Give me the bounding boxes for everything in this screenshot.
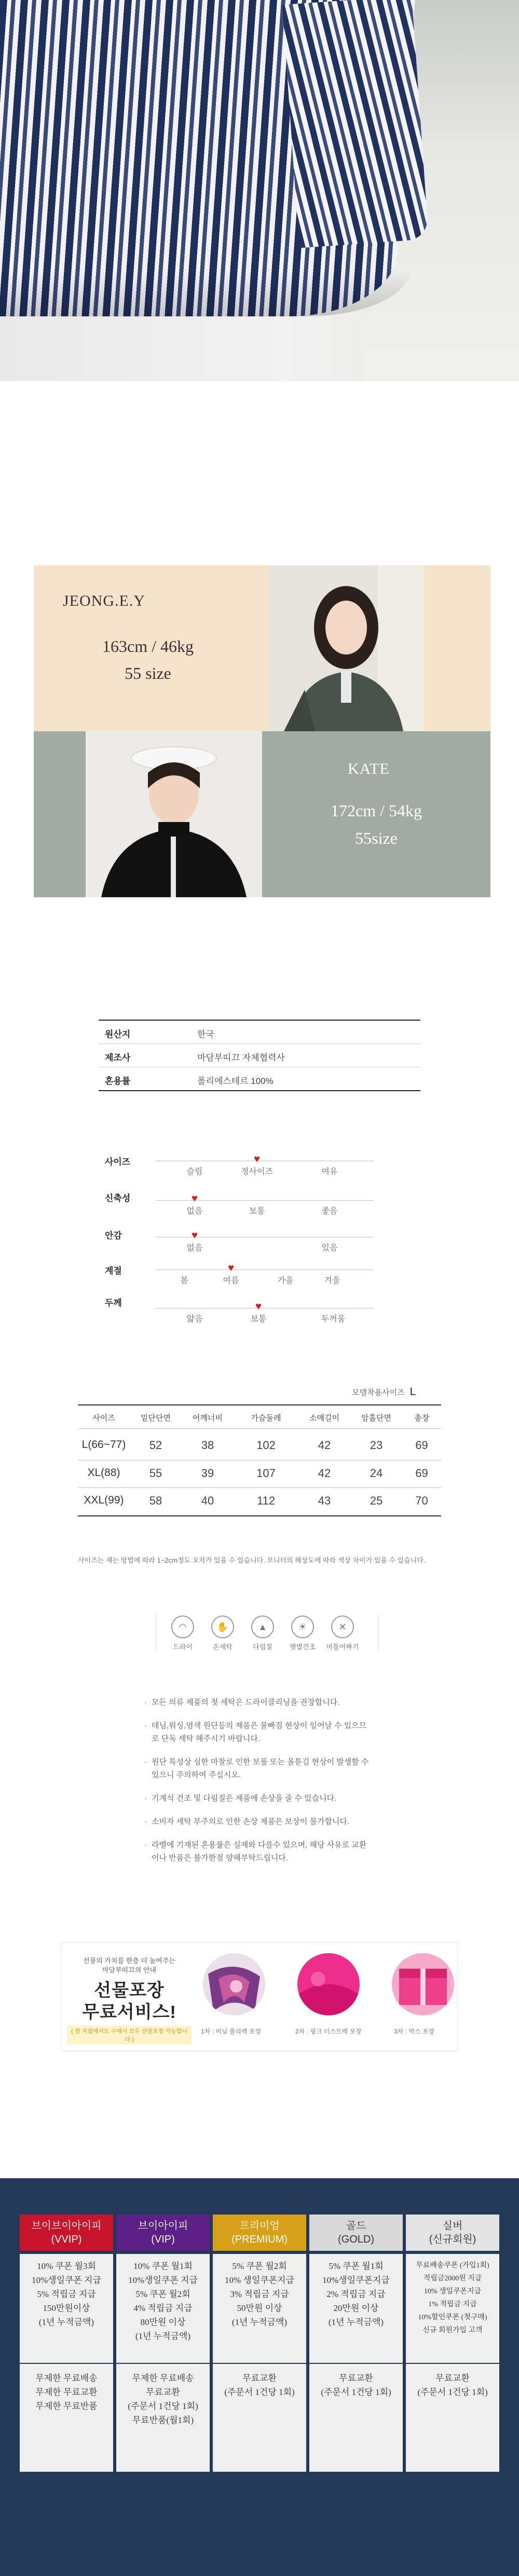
- fit-option: 얇음: [186, 1315, 203, 1324]
- gift-subtitle: 선물의 가치를 한층 더 높여주는: [83, 1957, 175, 1965]
- fit-option: 정사이즈: [241, 1167, 273, 1176]
- tier-benefits: [213, 2254, 306, 2329]
- column-header: 총장: [414, 1414, 429, 1423]
- tier-column-vip: [116, 2254, 210, 2472]
- fit-label-season: 계절: [105, 1266, 122, 1276]
- care-label: 비틀어짜기: [326, 1643, 359, 1651]
- tier-header-silver: [406, 2215, 499, 2251]
- care-label: 다림질: [253, 1643, 272, 1651]
- gift-note: ( 전 지점에서도 구매시 모두 선물포장 가능합니다 ): [67, 2026, 192, 2044]
- gift-subtitle: 마담부띠끄의 안내: [102, 1966, 157, 1974]
- tier-services: [309, 2371, 403, 2399]
- divider: [309, 2363, 403, 2364]
- material-label: 제조사: [105, 1053, 131, 1063]
- tier-benefits: [116, 2254, 210, 2343]
- fit-label-size: 사이즈: [105, 1157, 131, 1167]
- table-cell: 23: [370, 1439, 383, 1452]
- model-height-weight: 163cm / 46kg: [102, 637, 194, 656]
- material-row: [99, 1021, 420, 1043]
- caution-item: · 모든 의류 제품의 첫 세탁은 드라이클리닝을 권장합니다.: [144, 1696, 373, 1709]
- service: 무제한 무료배송: [132, 2373, 194, 2383]
- table-cell: 38: [201, 1439, 214, 1452]
- fit-label-stretch: 신축성: [105, 1193, 131, 1203]
- tier-sub: (GOLD): [338, 2234, 374, 2245]
- tier-services: [406, 2371, 499, 2399]
- fit-selected-heart-icon: ♥: [192, 1193, 198, 1204]
- fit-option: 두꺼움: [321, 1315, 346, 1324]
- service: (주문서 1건당 1회): [321, 2387, 391, 2397]
- table-cell: 102: [256, 1439, 276, 1452]
- sun-dry-icon: ☀: [291, 1616, 314, 1638]
- tier-sub: (VIP): [151, 2234, 175, 2245]
- gift-option-image: [392, 1953, 454, 2015]
- caution-item: · 원단 특성상 심한 마찰로 인한 보풀 또는 올튿김 현상이 발생할 수 있으니 주의하여 주십시오.: [144, 1756, 373, 1781]
- tier-column-gold: [309, 2254, 403, 2472]
- service: 무제한 무료배송: [35, 2373, 98, 2383]
- table-cell: 52: [149, 1439, 162, 1452]
- iron-icon: ▲: [251, 1616, 274, 1638]
- column-header: 암홀단면: [361, 1414, 391, 1423]
- gift-option-caption: 3차 : 박스 포장: [394, 2028, 434, 2035]
- model-size-value: L: [409, 1386, 416, 1398]
- fit-option: 여름: [223, 1276, 239, 1285]
- table-cell: 40: [201, 1494, 214, 1507]
- fit-selected-heart-icon: ♥: [254, 1153, 260, 1165]
- material-table: [99, 1020, 420, 1091]
- material-value: 마담부띠끄 자체협력사: [197, 1053, 285, 1063]
- tier-services: [20, 2371, 113, 2413]
- tier-name: 브이브이아이피: [31, 2220, 102, 2232]
- tier-column-vvip: [20, 2254, 113, 2472]
- model-name: KATE: [348, 760, 390, 777]
- fit-selected-heart-icon: ♥: [228, 1262, 234, 1274]
- table-cell: 112: [256, 1494, 276, 1507]
- gift-title: 선물포장: [94, 1981, 165, 2000]
- tier-benefits: [406, 2254, 499, 2337]
- row-divider: [78, 1487, 441, 1488]
- tier-column-premium: [213, 2254, 306, 2472]
- size-table: [78, 1404, 441, 1517]
- tier-benefits: [309, 2254, 403, 2329]
- benefit: (1년 누적금액): [135, 2331, 191, 2341]
- caution-item: · 기계식 건조 및 다림질은 제품에 손상을 줄 수 있습니다.: [144, 1792, 373, 1805]
- fit-option: 좋음: [321, 1207, 338, 1216]
- benefit: 4% 적립금 지급: [133, 2303, 193, 2313]
- care-label: 드라이: [173, 1643, 193, 1651]
- benefit: (1년 누적금액): [38, 2317, 94, 2327]
- model-size-label: 모델착용사이즈: [352, 1388, 405, 1397]
- column-header: 어깨너비: [193, 1414, 223, 1423]
- model-photo-frame-1: [262, 565, 490, 731]
- fit-option: 여유: [321, 1167, 338, 1176]
- service: 무료반품(월1회): [132, 2415, 194, 2425]
- divider: [406, 2363, 499, 2364]
- divider: [20, 2363, 113, 2364]
- model-name: JEONG.E.Y: [63, 592, 145, 609]
- service: (주문서 1건당 1회): [128, 2401, 198, 2411]
- table-cell: 43: [318, 1494, 331, 1507]
- tier-name: 골드: [346, 2220, 366, 2232]
- material-value: 한국: [197, 1029, 214, 1039]
- service: (주문서 1건당 1회): [417, 2387, 488, 2397]
- benefit: 10%생일쿠폰지급: [322, 2275, 390, 2285]
- tier-header-premium: [213, 2215, 306, 2251]
- divider: [116, 2363, 210, 2364]
- fit-selected-heart-icon: ♥: [255, 1301, 262, 1312]
- table-cell: 69: [415, 1467, 428, 1480]
- benefit: 5% 쿠폰 월1회: [329, 2261, 384, 2271]
- striped-shirt-sleeve: [282, 0, 429, 248]
- material-value: 폴리에스테르 100%: [197, 1076, 274, 1086]
- size-name: XXL(99): [84, 1494, 124, 1506]
- service: 무제한 무료반품: [35, 2401, 98, 2411]
- care-label: 손세탁: [213, 1643, 233, 1651]
- fit-option: 봄: [180, 1276, 188, 1285]
- model-size-caption: [352, 1386, 416, 1398]
- hand-wash-icon: ✋: [211, 1616, 234, 1638]
- divider: [213, 2363, 306, 2364]
- table-cell: 42: [318, 1439, 331, 1452]
- benefit: 10% 생일쿠폰지급: [424, 2288, 482, 2295]
- fit-option: 없음: [186, 1207, 203, 1216]
- fit-label-lining: 안감: [105, 1231, 122, 1241]
- service: (주문서 1건당 1회): [224, 2387, 295, 2397]
- tier-name: 브이아이피: [138, 2220, 188, 2232]
- material-label: 원산지: [105, 1029, 131, 1039]
- table-cell: 58: [149, 1494, 162, 1507]
- fit-option: 없음: [186, 1244, 203, 1252]
- tier-header-vip: [116, 2215, 210, 2251]
- table-cell: 107: [256, 1467, 276, 1480]
- gift-option-image: [297, 1953, 360, 2015]
- benefit: 신규 회원가입 고객: [422, 2327, 483, 2334]
- tier-column-silver: [406, 2254, 499, 2472]
- table-cell: 69: [415, 1439, 428, 1452]
- table-cell: 39: [201, 1467, 214, 1480]
- material-row: [99, 1044, 420, 1067]
- caution-item: · 소비자 세탁 부주의로 인한 손상 제품은 보상이 불가합니다.: [144, 1815, 373, 1828]
- table-bottom-border: [99, 1090, 420, 1091]
- tier-name: 프리미엄: [239, 2220, 280, 2232]
- model-size: 55size: [355, 829, 398, 847]
- table-cell: 42: [318, 1467, 331, 1480]
- model-photo-2: [86, 731, 262, 897]
- service: 무료교환: [435, 2373, 470, 2383]
- fit-option: 가을: [277, 1276, 294, 1285]
- table-cell: 70: [415, 1494, 428, 1507]
- gift-option-image: [203, 1953, 265, 2015]
- model-photo-frame-2: [34, 731, 262, 897]
- benefit: 5% 쿠폰 월2회: [135, 2289, 190, 2299]
- tier-services: [213, 2371, 306, 2399]
- benefit: 10%생일쿠폰 지급: [32, 2275, 101, 2285]
- gift-title: 무료서비스!: [82, 2002, 176, 2022]
- benefit: 적립금2000원 지급: [423, 2275, 482, 2282]
- benefit: 10% 쿠폰 월3회: [37, 2261, 96, 2271]
- material-row: [99, 1067, 420, 1090]
- column-header: 밑단단면: [141, 1414, 171, 1423]
- benefit: 3% 적립금 지급: [230, 2289, 289, 2299]
- no-wring-icon: ✕: [331, 1616, 354, 1638]
- gift-option-caption: 2차 : 핑크 더스트백 포장: [295, 2028, 362, 2035]
- material-label: 혼용률: [105, 1076, 131, 1086]
- dry-clean-icon: ◠: [171, 1616, 194, 1638]
- fit-selected-heart-icon: ♥: [192, 1230, 198, 1241]
- washing-cautions: [144, 1696, 373, 1875]
- model-height-weight: 172cm / 54kg: [331, 801, 422, 820]
- table-bottom-border: [78, 1515, 441, 1516]
- size-name: L(66~77): [81, 1439, 126, 1451]
- size-note: 사이즈는 재는 방법에 따라 1~2cm정도 오차가 있을 수 있습니다. 모니터의 해상도에 따라 색상 차이가 있을 수 있습니다.: [78, 1556, 426, 1564]
- benefit: 10% 생일쿠폰지급: [225, 2275, 294, 2285]
- tier-benefits: [20, 2254, 113, 2329]
- table-cell: 24: [370, 1467, 383, 1480]
- tier-services: [116, 2371, 210, 2427]
- tier-sub: (VVIP): [51, 2234, 82, 2245]
- benefit: 1% 적립금 지급: [428, 2301, 477, 2308]
- tier-sub: (신규회원): [429, 2234, 476, 2245]
- service: 무료교환: [146, 2387, 180, 2397]
- caution-item: · 라벨에 기재된 혼용률은 실제와 다를수 있으며, 해당 사유로 교환이나 반품은 불가한점 양해부탁드립니다.: [144, 1839, 373, 1864]
- fit-option: 겨울: [324, 1276, 340, 1285]
- fit-option: 슬림: [186, 1167, 203, 1176]
- table-cell: 25: [370, 1494, 383, 1507]
- tier-header-vvip: [20, 2215, 113, 2251]
- tier-header-gold: [309, 2215, 403, 2251]
- benefit: 80만원 이상: [140, 2317, 186, 2327]
- benefit: 2% 적립금 지급: [326, 2289, 386, 2299]
- table-top-border: [78, 1404, 441, 1405]
- size-name: XL(88): [87, 1467, 120, 1479]
- care-icons: [156, 1610, 379, 1662]
- product-detail-photo: [0, 0, 519, 381]
- caution-item: · 데님,워싱,염색 원단등의 제품은 물빠짐 현상이 일어날 수 있으므로 단독 세탁 해주시기 바랍니다.: [144, 1719, 373, 1745]
- benefit: 10% 쿠폰 월1회: [133, 2261, 193, 2271]
- service: 무료교환: [242, 2373, 277, 2383]
- model-info-panel-2: [262, 731, 490, 897]
- service: 무제한 무료교환: [35, 2387, 98, 2397]
- row-divider: [78, 1428, 441, 1429]
- benefit: 5% 쿠폰 월2회: [232, 2261, 287, 2271]
- column-header: 사이즈: [92, 1414, 115, 1423]
- fit-chart: [99, 1151, 420, 1338]
- benefit: 20만원 이상: [333, 2303, 379, 2313]
- tier-name: 실버: [442, 2220, 463, 2232]
- benefit: 10%생일쿠폰 지급: [128, 2275, 198, 2285]
- model-size: 55 size: [125, 664, 171, 683]
- gift-option-caption: 1차 : 비닐 폴리백 포장: [201, 2028, 262, 2035]
- benefit: 10%할인쿠폰 (첫구매): [418, 2314, 487, 2321]
- fit-option: 있음: [321, 1244, 338, 1252]
- table-cell: 55: [149, 1467, 162, 1480]
- column-header: 가슴둘레: [251, 1414, 281, 1423]
- care-label: 햇볕건조: [289, 1643, 316, 1651]
- gift-wrap-banner: [61, 1942, 458, 2051]
- service: 무료교환: [339, 2373, 373, 2383]
- fit-option: 보통: [250, 1315, 267, 1324]
- benefit: (1년 누적금액): [231, 2317, 288, 2327]
- tier-sub: (PREMIUM): [231, 2234, 288, 2245]
- fit-label-thickness: 두께: [105, 1298, 122, 1308]
- benefit: 무료배송쿠폰 (가입1회): [416, 2262, 489, 2269]
- model-info-panel-1: [34, 565, 262, 731]
- benefit: 150만원이상: [43, 2303, 90, 2313]
- shirt-hem-shadow: [0, 270, 410, 316]
- benefit: 50만원 이상: [237, 2303, 282, 2313]
- column-header: 소매길이: [309, 1414, 339, 1423]
- fit-option: 보통: [249, 1207, 265, 1216]
- membership-benefits: [0, 2178, 519, 2576]
- model-photo-1: [268, 565, 424, 731]
- benefit: 5% 적립금 지급: [37, 2289, 96, 2299]
- benefit: (1년 누적금액): [328, 2317, 384, 2327]
